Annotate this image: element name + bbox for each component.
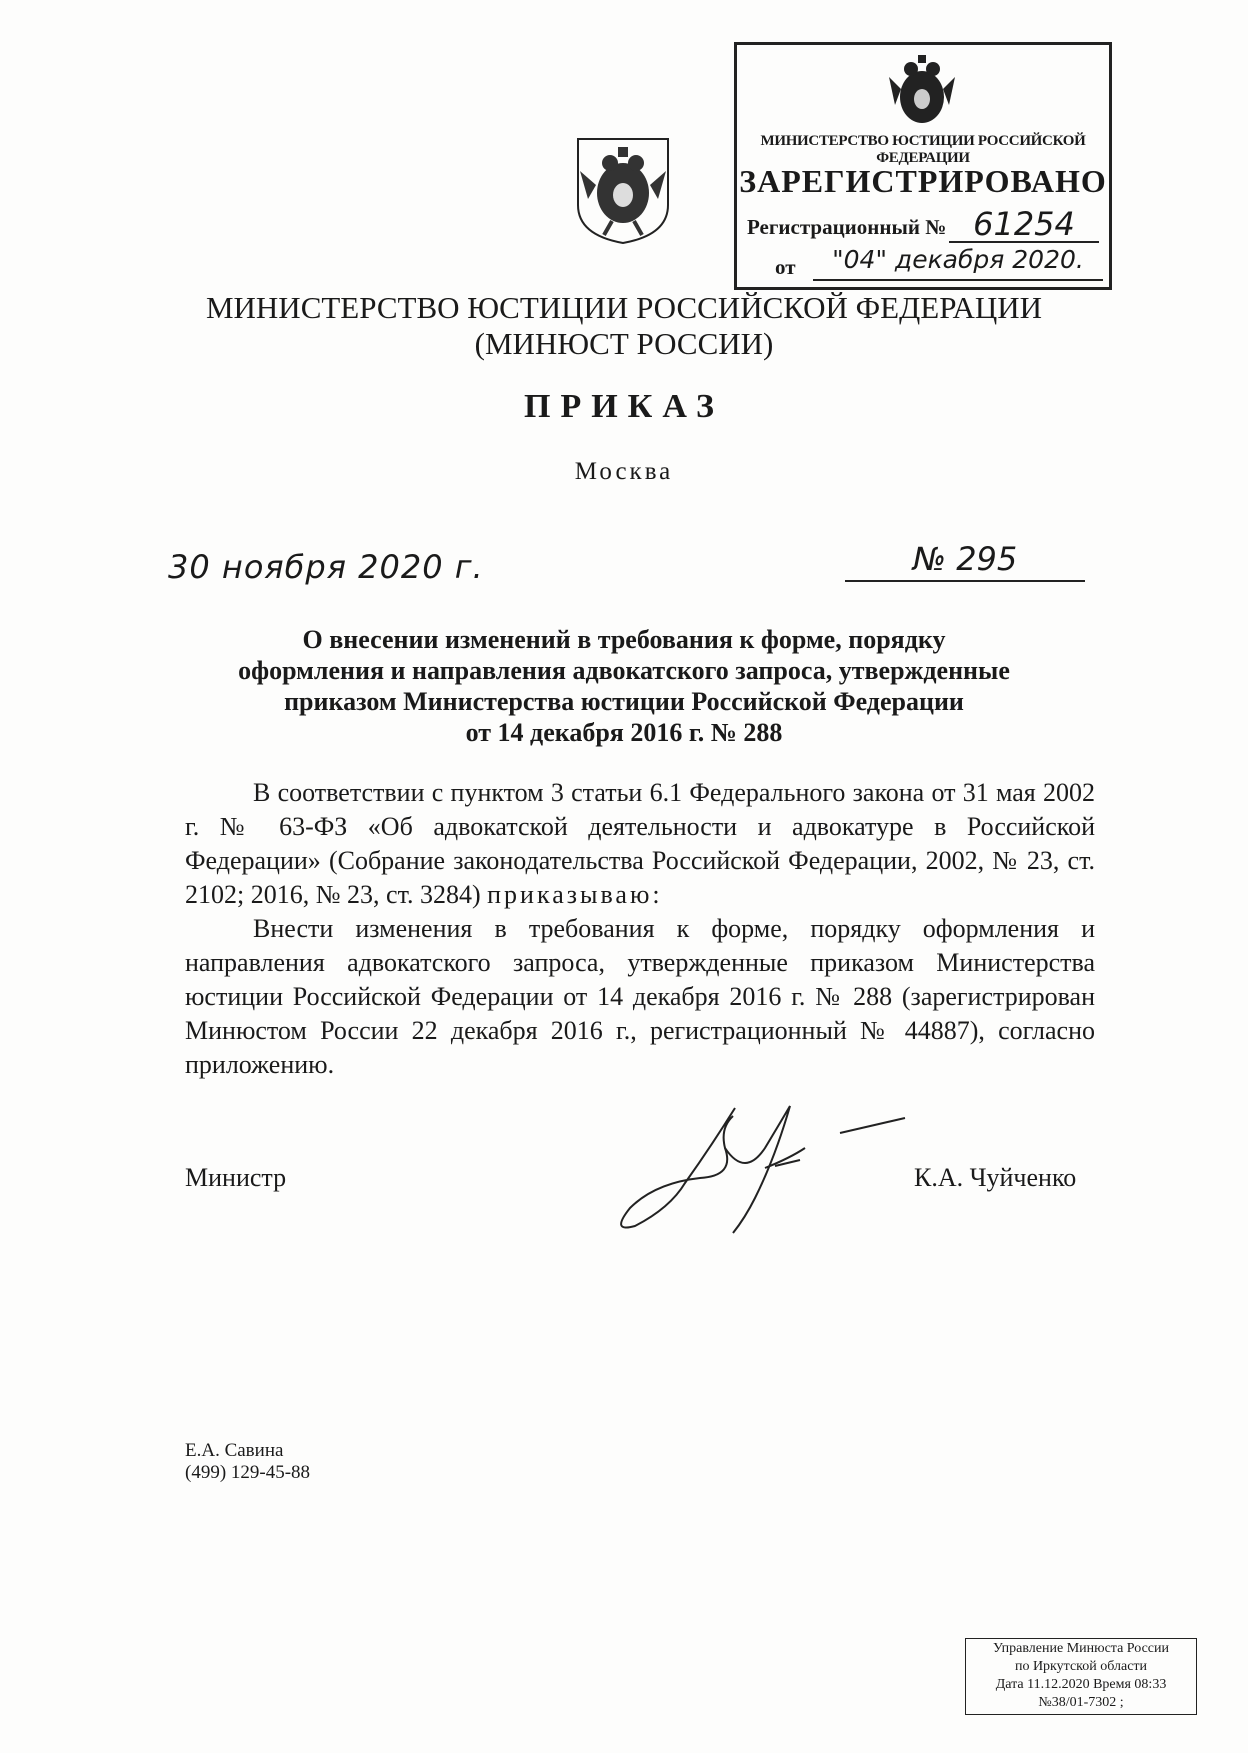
preamble-text: В соответствии с пунктом 3 статьи 6.1 Федерального закона от 31 мая 2002 г. № 63-ФЗ «Об адвокатской деятельности и адвокатуре в Российской Федерации» (Собрание законодательства Российской Федерации, 2002, № 23, ст. 2102; 2016, № 23, ст. 3284): [185, 778, 1095, 909]
stamp-date-label: от: [775, 255, 796, 279]
stamp-coat-of-arms-icon: [887, 53, 957, 131]
order-date: 30 ноября 2020 г.: [168, 548, 484, 586]
city: Москва: [574, 458, 674, 485]
stamp-regnum-value: 61254: [949, 205, 1099, 243]
stamp-regnum-label: Регистрационный №: [747, 215, 947, 239]
stamp-date-value: "04" декабря 2020.: [813, 245, 1103, 281]
body-paragraph: [185, 776, 1095, 912]
stamp-status: ЗАРЕГИСТРИРОВАНО: [739, 163, 1107, 199]
order-number: № 295: [845, 540, 1085, 582]
ministry-name: МИНИСТЕРСТВО ЮСТИЦИИ РОССИЙСКОЙ ФЕДЕРАЦИИ: [205, 290, 1043, 325]
incoming-stamp-line: Дата 11.12.2020 Время 08:33: [995, 1677, 1167, 1692]
ministry-short-name: (МИНЮСТ РОССИИ): [474, 326, 774, 361]
stamp-ministry-name: МИНИСТЕРСТВО ЮСТИЦИИ РОССИЙСКОЙ ФЕДЕРАЦИИ: [760, 133, 1086, 166]
handwritten-signature-icon: [615, 1088, 915, 1238]
incoming-stamp-line: Управление Минюста России: [992, 1641, 1170, 1656]
subject-line: приказом Министерства юстиции Российской Федерации: [284, 687, 964, 716]
ministry-heading: [0, 290, 1248, 362]
executor-name: Е.А. Савина: [185, 1440, 284, 1461]
order-body: [185, 776, 1095, 1082]
incoming-stamp-line: №38/01-7302 ;: [1038, 1695, 1124, 1710]
order-verb: приказываю:: [487, 880, 663, 909]
incoming-stamp-line: по Иркутской области: [1014, 1659, 1148, 1674]
subject-line: О внесении изменений в требования к форме, порядку: [302, 625, 946, 654]
incoming-registration-stamp: [965, 1638, 1197, 1715]
subject-line: от 14 декабря 2016 г. № 288: [465, 718, 783, 747]
signatory-name: К.А. Чуйченко: [914, 1163, 1077, 1192]
document-type: ПРИКАЗ: [524, 388, 724, 425]
body-paragraph: Внести изменения в требования к форме, порядку оформления и направления адвокатского запроса, утвержденные приказом Министерства юстиции Российской Федерации от 14 декабря 2016 г. № 288 (зарегистрирован Минюстом России 22 декабря 2016 г., регистрационный № 44887), согласно приложению.: [185, 914, 1095, 1079]
registration-stamp: [734, 42, 1112, 290]
order-subject: [180, 624, 1068, 748]
executor-phone: (499) 129-45-88: [185, 1462, 311, 1483]
coat-of-arms-icon: [574, 135, 672, 247]
subject-line: оформления и направления адвокатского запроса, утвержденные: [238, 656, 1010, 685]
signatory-title: Министр: [185, 1163, 287, 1192]
